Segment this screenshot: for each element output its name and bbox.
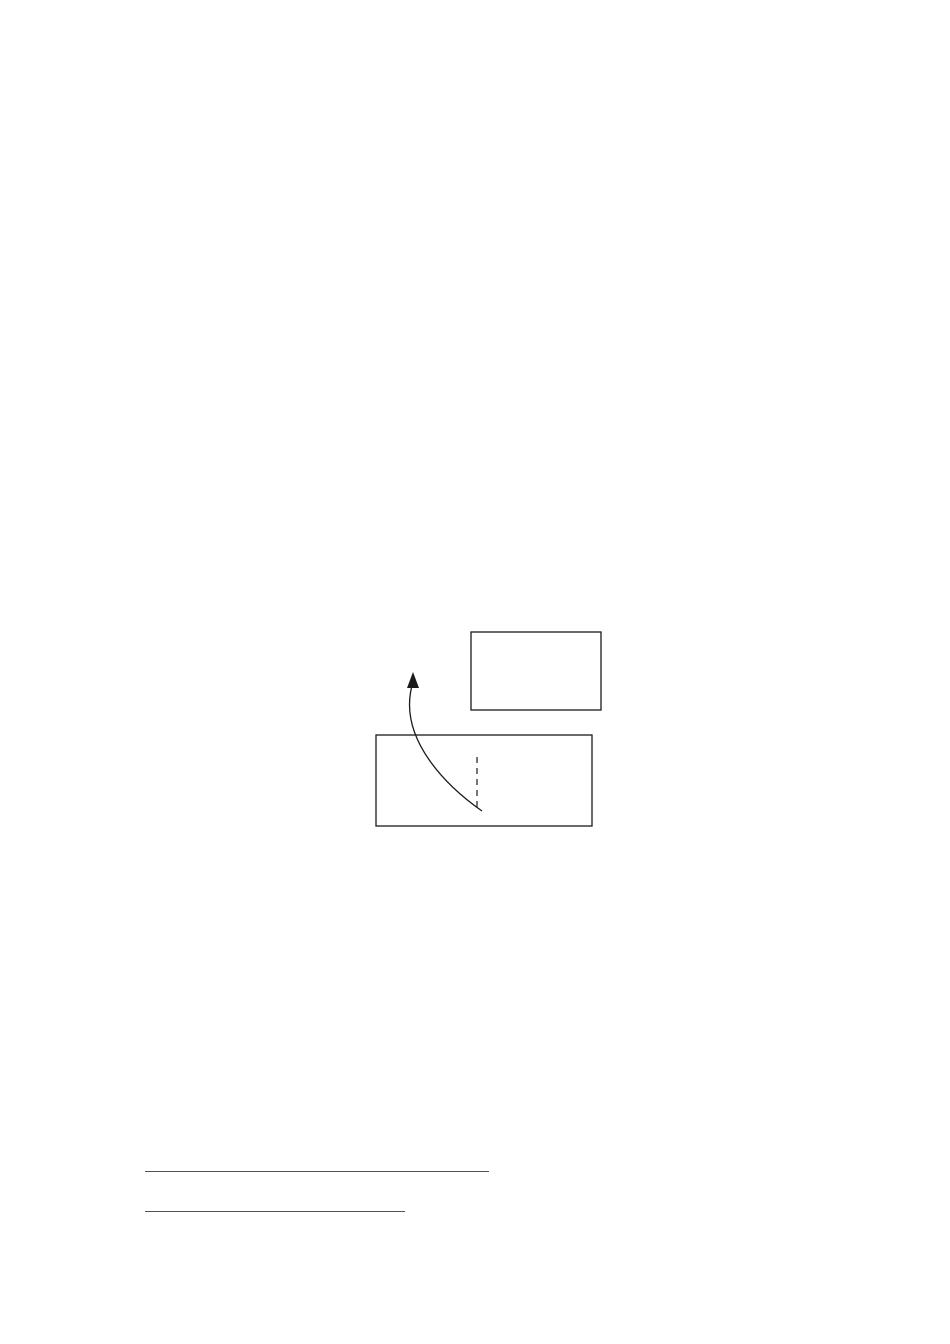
q3-sub1-line2 [145,1152,489,1172]
arrow-head-icon [407,672,419,688]
answer-blank-2[interactable] [145,1210,405,1212]
bottom-chart-frame [376,735,592,826]
answer-blank-1[interactable] [145,1153,489,1172]
connector-arrow [410,682,482,811]
top-chart-frame [471,632,601,710]
